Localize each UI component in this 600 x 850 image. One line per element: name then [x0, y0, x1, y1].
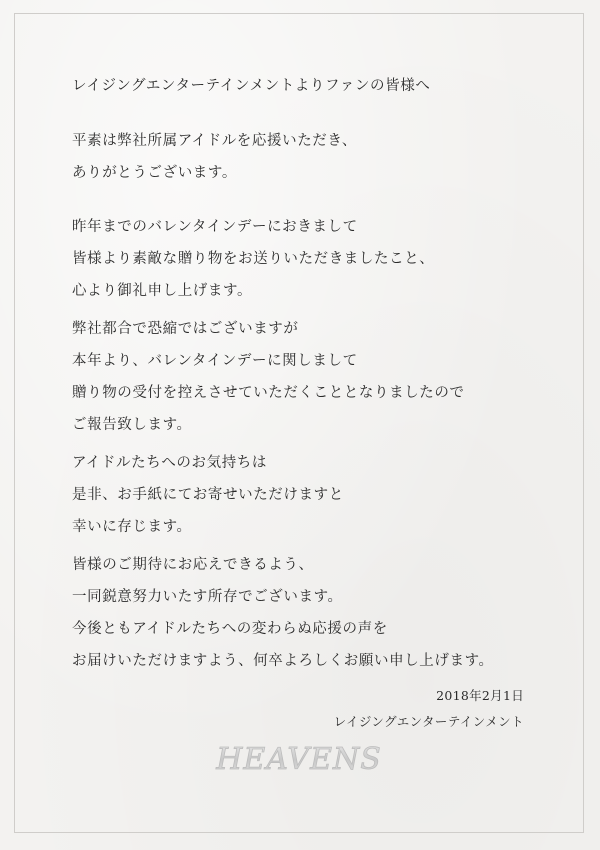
paragraph-line: 心より御礼申し上げます。 — [72, 283, 253, 299]
paragraph-line: 本年より、バレンタインデーに関しまして — [72, 353, 358, 369]
heavens-logo-icon — [214, 733, 384, 783]
paragraph-line: 一同鋭意努力いたす所存でございます。 — [72, 589, 343, 605]
paragraph-line: ご報告致します。 — [72, 417, 192, 433]
company-signature: レイジングエンターテインメント — [333, 714, 524, 729]
paragraph-line: 皆様のご期待にお応えできるよう、 — [72, 557, 314, 573]
paragraph-line: 幸いに存じます。 — [72, 519, 192, 535]
paragraph-line: 今後ともアイドルたちへの変わらぬ応援の声を — [72, 621, 388, 637]
paragraph-closing — [72, 549, 494, 677]
paragraph-line: 弊社都合で恐縮ではございますが — [72, 321, 299, 337]
paragraph-line: ありがとうございます。 — [72, 165, 237, 181]
paragraph-line: 平素は弊社所属アイドルを応援いただき、 — [72, 133, 358, 149]
paragraph-line: 贈り物の受付を控えさせていただくこととなりましたので — [72, 385, 465, 401]
paragraph-thanks — [72, 211, 434, 307]
paragraph-letters — [72, 447, 344, 543]
letter-title: レイジングエンターテインメントよりファンの皆様へ — [72, 78, 431, 94]
paragraph-greeting — [72, 125, 357, 189]
paragraph-line: アイドルたちへのお気持ちは — [72, 455, 267, 471]
svg-text:HEAVENS: HEAVENS — [216, 742, 382, 777]
paragraph-announcement — [72, 313, 465, 441]
paragraph-line: 是非、お手紙にてお寄せいただけますと — [72, 487, 344, 503]
paragraph-line: 皆様より素敵な贈り物をお送りいただきましたこと、 — [72, 251, 435, 267]
paragraph-line: 昨年までのバレンタインデーにおきまして — [72, 219, 358, 235]
letter-date: 2018年2月1日 — [436, 688, 524, 703]
paragraph-line: お届けいただけますよう、何卒よろしくお願い申し上げます。 — [72, 653, 494, 669]
